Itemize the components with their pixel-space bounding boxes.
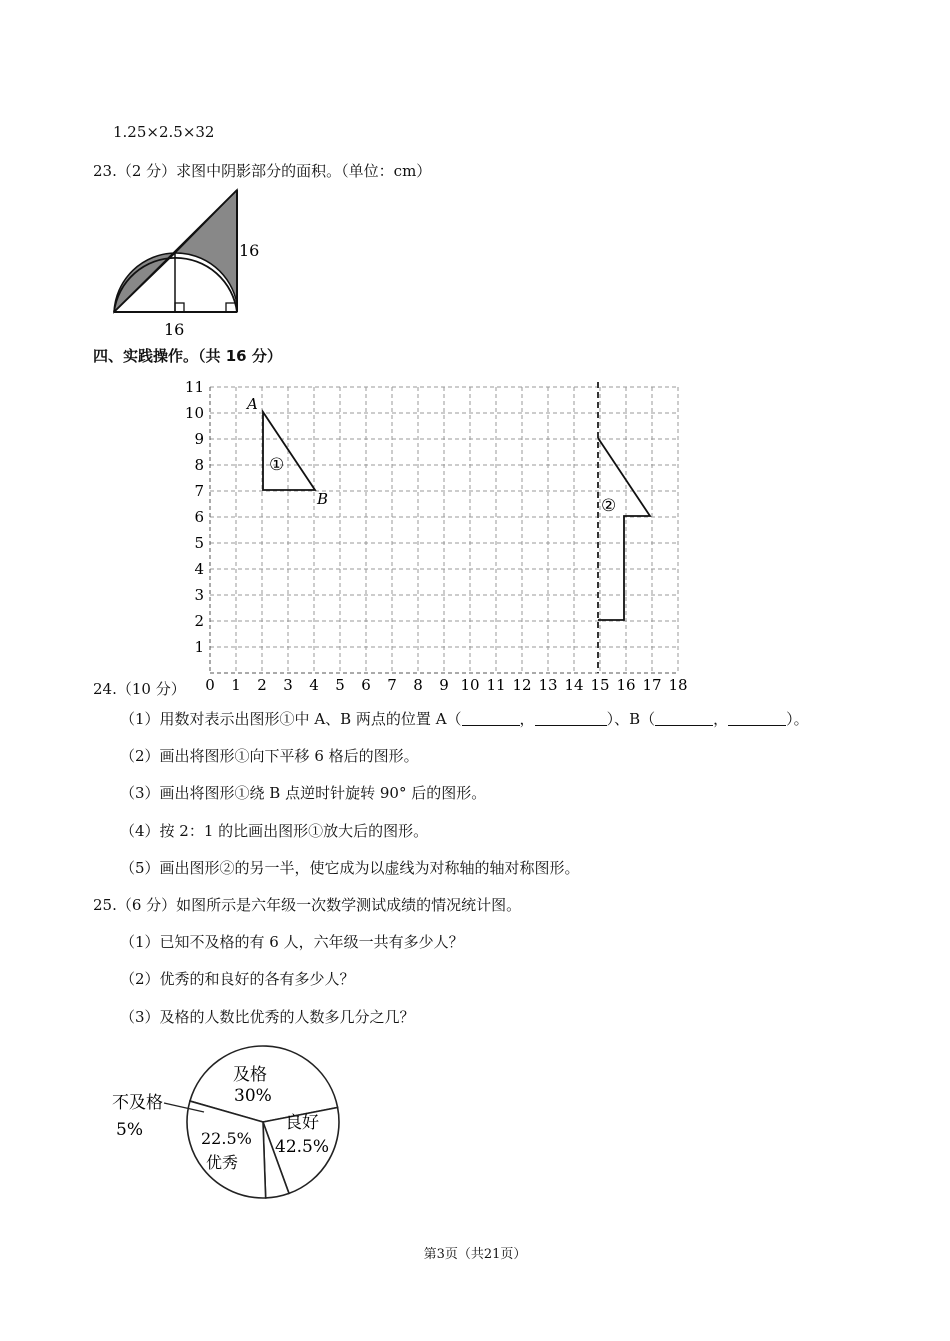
q23-question: 23.（2 分）求图中阴影部分的面积。（单位：cm）: [93, 162, 432, 180]
base-length-label: 16: [164, 320, 185, 339]
q24-number: 24.（10 分）: [93, 680, 186, 698]
section-title: 四、实践操作。（共 16 分）: [93, 347, 282, 365]
y-tick-label: 11: [184, 378, 204, 396]
x-tick-label: 18: [668, 676, 688, 694]
page-footer: 第3页（共21页）: [423, 1247, 527, 1262]
y-tick-label: 2: [194, 612, 204, 630]
x-tick-label: 7: [387, 676, 397, 694]
q25-question: 25.（6 分）如图所示是六年级一次数学测试成绩的情况统计图。: [93, 896, 522, 914]
y-tick-label: 9: [194, 430, 204, 448]
x-tick-label: 1: [231, 676, 241, 694]
y-tick-label: 7: [194, 482, 204, 500]
x-tick-label: 16: [616, 676, 636, 694]
x-tick-label: 9: [439, 676, 449, 694]
x-tick-label: 0: [205, 676, 215, 694]
x-tick-label: 3: [283, 676, 293, 694]
x-tick-label: 14: [564, 676, 584, 694]
y-tick-label: 3: [194, 586, 204, 604]
y-tick-label: 1: [194, 638, 204, 656]
shape-1-triangle: [263, 412, 315, 490]
y-tick-label: 10: [184, 404, 204, 422]
answer-blank[interactable]: [462, 711, 520, 726]
y-tick-label: 6: [194, 508, 204, 526]
q25-part-3: （3）及格的人数比优秀的人数多几分之几？: [120, 1008, 415, 1026]
x-tick-label: 6: [361, 676, 371, 694]
slice-label-youxiu: 优秀: [206, 1153, 239, 1172]
point-a-label: A: [247, 395, 258, 413]
shape-2-label: ②: [601, 496, 617, 516]
q24-part-2: （2）画出将图形①向下平移 6 格后的图形。: [120, 747, 419, 765]
q23-figure: [100, 185, 270, 340]
x-tick-label: 8: [413, 676, 423, 694]
q24-part-5: （5）画出图形②的另一半，使它成为以虚线为对称轴的轴对称图形。: [120, 859, 580, 877]
slice-value-lianghao: 42.5%: [275, 1137, 330, 1157]
x-tick-label: 5: [335, 676, 345, 694]
x-tick-label: 17: [642, 676, 662, 694]
coordinate-grid: [180, 374, 700, 694]
slice-value-bujige: 5%: [116, 1120, 143, 1140]
right-angle-mark: [175, 303, 184, 312]
x-tick-label: 15: [590, 676, 610, 694]
slice-label-jige: 及格: [233, 1065, 267, 1085]
q25-part-2: （2）优秀的和良好的各有多少人？: [120, 970, 355, 988]
y-tick-label: 8: [194, 456, 204, 474]
side-length-label: 16: [239, 241, 260, 260]
x-tick-label: 12: [512, 676, 532, 694]
shape-1-label: ①: [269, 455, 285, 475]
q25-part-1: （1）已知不及格的有 6 人，六年级一共有多少人？: [120, 933, 464, 951]
pie-chart: [100, 1040, 360, 1210]
slice-value-jige: 30%: [234, 1086, 272, 1106]
q24-part-3: （3）画出将图形①绕 B 点逆时针旋转 90° 后的图形。: [120, 784, 487, 802]
y-tick-label: 4: [194, 560, 204, 578]
q24-part-4: （4）按 2：1 的比画出图形①放大后的图形。: [120, 822, 429, 840]
answer-blank[interactable]: [655, 711, 713, 726]
x-tick-label: 11: [486, 676, 506, 694]
q22-expression: 1.25×2.5×32: [113, 123, 215, 141]
x-tick-label: 13: [538, 676, 558, 694]
x-tick-label: 10: [460, 676, 480, 694]
answer-blank[interactable]: [535, 711, 607, 726]
answer-blank[interactable]: [728, 711, 786, 726]
x-tick-label: 4: [309, 676, 319, 694]
slice-label-lianghao: 良好: [285, 1113, 319, 1133]
point-b-label: B: [317, 490, 329, 508]
y-tick-label: 5: [194, 534, 204, 552]
x-tick-label: 2: [257, 676, 267, 694]
slice-label-bujige: 不及格: [112, 1093, 163, 1113]
slice-value-youxiu: 22.5%: [201, 1129, 252, 1148]
q24-part-1: （1）用数对表示出图形①中 A、B 两点的位置 A（ ， ）、B（ ， ）。: [120, 710, 809, 728]
